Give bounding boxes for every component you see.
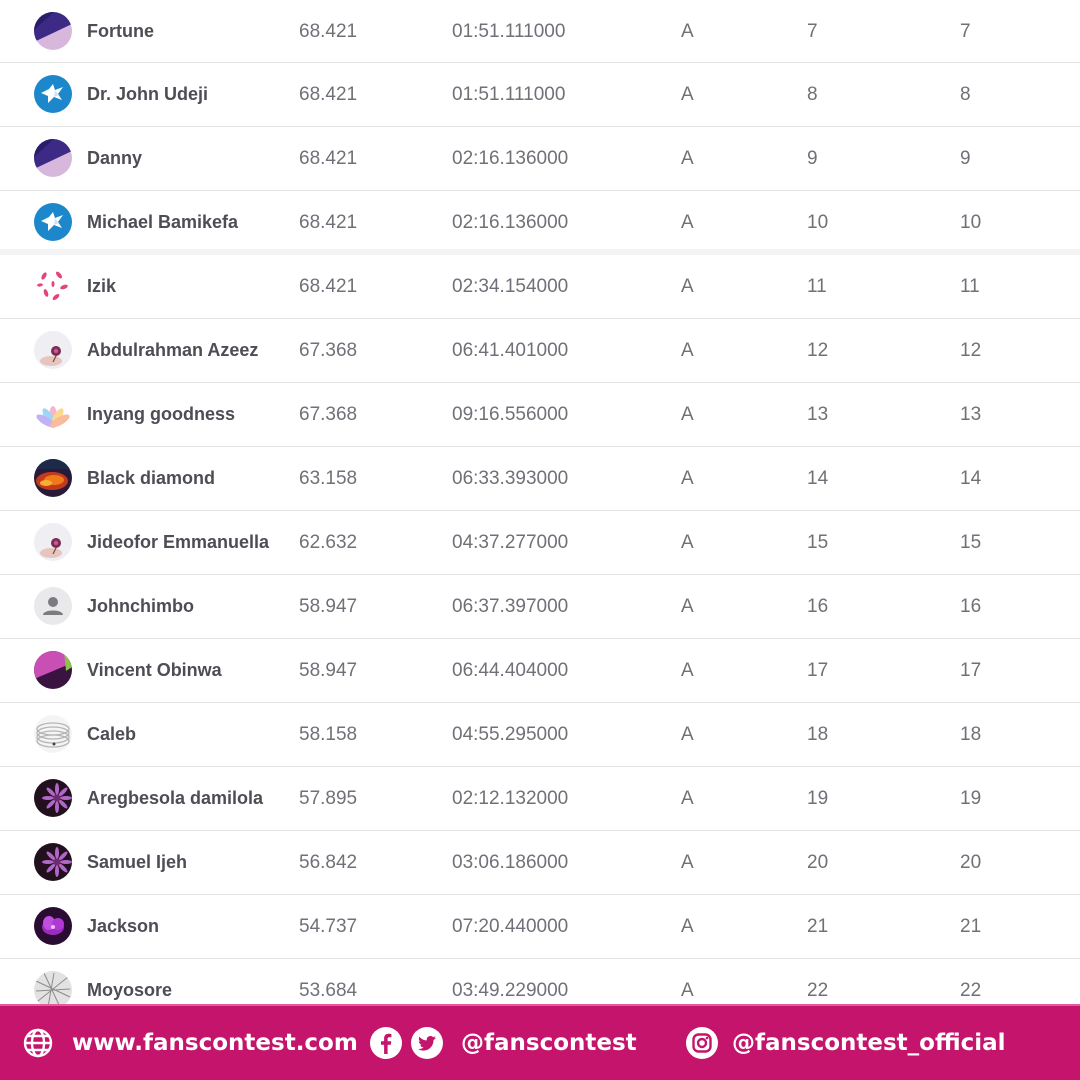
table-row[interactable]: [0, 127, 1080, 191]
score-cell: 57.895: [299, 788, 358, 809]
footer-bar: [0, 1004, 1080, 1080]
rank-cell: 20: [807, 852, 829, 873]
rank-cell: 17: [807, 660, 829, 681]
position-cell: 9: [960, 148, 971, 169]
group-cell: A: [681, 276, 694, 297]
contestant-name: Izik: [87, 276, 117, 296]
score-cell: 58.158: [299, 724, 358, 745]
magenta-green-avatar: [34, 651, 72, 689]
position-cell: 12: [960, 340, 982, 361]
table-row[interactable]: [0, 319, 1080, 383]
group-cell: A: [681, 404, 694, 425]
time-cell: 04:55.295000: [452, 724, 569, 745]
fire-avatar: [34, 459, 72, 497]
score-cell: 68.421: [299, 212, 358, 233]
rank-cell: 22: [807, 980, 829, 1001]
time-cell: 02:16.136000: [452, 212, 569, 233]
time-cell: 03:06.186000: [452, 852, 569, 873]
score-cell: 68.421: [299, 84, 358, 105]
time-cell: 04:37.277000: [452, 532, 569, 553]
table-row[interactable]: [0, 63, 1080, 127]
contestant-name: Inyang goodness: [87, 404, 236, 424]
position-cell: 13: [960, 404, 982, 425]
rank-cell: 15: [807, 532, 829, 553]
contestant-name: Johnchimbo: [87, 596, 194, 616]
time-cell: 02:34.154000: [452, 276, 569, 297]
time-cell: 01:51.111000: [452, 84, 566, 105]
group-cell: A: [681, 660, 694, 681]
contestant-name: Michael Bamikefa: [87, 212, 239, 232]
violet-flower-avatar: [34, 907, 72, 945]
group-cell: A: [681, 980, 694, 1001]
position-cell: 8: [960, 84, 971, 105]
group-cell: A: [681, 532, 694, 553]
score-cell: 68.421: [299, 148, 358, 169]
purple-daisy-avatar: [34, 843, 72, 881]
position-cell: 19: [960, 788, 982, 809]
contestant-name: Samuel Ijeh: [87, 852, 188, 872]
purple-diagonal-avatar: [34, 12, 72, 50]
score-cell: 62.632: [299, 532, 358, 553]
group-cell: A: [681, 916, 694, 937]
instagram-handle[interactable]: @fanscontest_official: [732, 1030, 1006, 1056]
time-cell: 07:20.440000: [452, 916, 569, 937]
score-cell: 63.158: [299, 468, 358, 489]
score-cell: 53.684: [299, 980, 358, 1001]
rank-cell: 10: [807, 212, 829, 233]
contestant-name: Fortune: [87, 21, 154, 41]
globe-icon: [22, 1027, 54, 1059]
website-link[interactable]: www.fanscontest.com: [72, 1030, 358, 1056]
rank-cell: 11: [807, 276, 827, 297]
blue-bird-avatar: [34, 203, 72, 241]
hand-flower-avatar: [34, 331, 72, 369]
group-cell: A: [681, 84, 694, 105]
rank-cell: 18: [807, 724, 829, 745]
table-row[interactable]: [0, 767, 1080, 831]
position-cell: 20: [960, 852, 982, 873]
table-row[interactable]: [0, 639, 1080, 703]
rank-cell: 21: [807, 916, 829, 937]
rank-cell: 8: [807, 84, 818, 105]
time-cell: 06:41.401000: [452, 340, 569, 361]
score-cell: 67.368: [299, 340, 358, 361]
score-cell: 56.842: [299, 852, 358, 873]
instagram-icon[interactable]: [686, 1027, 718, 1059]
position-cell: 22: [960, 980, 982, 1001]
table-row[interactable]: [0, 191, 1080, 255]
position-cell: 16: [960, 596, 982, 617]
contestant-name: Jackson: [87, 916, 160, 936]
blue-bird-avatar: [34, 75, 72, 113]
contestant-name: Moyosore: [87, 980, 173, 1000]
group-cell: A: [681, 788, 694, 809]
pink-petals-avatar: [34, 267, 72, 305]
table-row[interactable]: [0, 255, 1080, 319]
table-row[interactable]: [0, 383, 1080, 447]
spiral-avatar: [34, 715, 72, 753]
table-row[interactable]: [0, 575, 1080, 639]
table-row[interactable]: [0, 703, 1080, 767]
contestant-name: Vincent Obinwa: [87, 660, 222, 680]
facebook-icon[interactable]: [370, 1027, 402, 1059]
contestant-name: Aregbesola damilola: [87, 788, 264, 808]
group-cell: A: [681, 724, 694, 745]
default-user-avatar: [34, 587, 72, 625]
contestant-name: Black diamond: [87, 468, 216, 488]
contestant-name: Caleb: [87, 724, 137, 744]
score-cell: 54.737: [299, 916, 358, 937]
score-cell: 67.368: [299, 404, 358, 425]
rank-cell: 12: [807, 340, 829, 361]
time-cell: 02:12.132000: [452, 788, 569, 809]
time-cell: 06:33.393000: [452, 468, 569, 489]
time-cell: 09:16.556000: [452, 404, 569, 425]
table-row[interactable]: [0, 895, 1080, 959]
time-cell: 02:16.136000: [452, 148, 569, 169]
group-cell: A: [681, 212, 694, 233]
score-cell: 68.421: [299, 276, 358, 297]
contestant-name: Danny: [87, 148, 143, 168]
score-cell: 58.947: [299, 596, 358, 617]
table-row[interactable]: [0, 831, 1080, 895]
contestant-name: Dr. John Udeji: [87, 84, 209, 104]
purple-diagonal-avatar: [34, 139, 72, 177]
rank-cell: 14: [807, 468, 829, 489]
time-cell: 06:37.397000: [452, 596, 569, 617]
time-cell: 06:44.404000: [452, 660, 569, 681]
position-cell: 11: [960, 276, 980, 297]
contestant-name: Abdulrahman Azeez: [87, 340, 259, 360]
rank-cell: 7: [807, 21, 818, 42]
position-cell: 15: [960, 532, 982, 553]
time-cell: 01:51.111000: [452, 21, 566, 42]
group-cell: A: [681, 468, 694, 489]
group-cell: A: [681, 340, 694, 361]
position-cell: 18: [960, 724, 982, 745]
social-handle[interactable]: @fanscontest: [461, 1030, 637, 1056]
group-cell: A: [681, 852, 694, 873]
position-cell: 17: [960, 660, 982, 681]
position-cell: 7: [960, 21, 971, 42]
table-row[interactable]: [0, 511, 1080, 575]
rank-cell: 13: [807, 404, 829, 425]
group-cell: A: [681, 21, 694, 42]
group-cell: A: [681, 148, 694, 169]
score-cell: 68.421: [299, 21, 358, 42]
rank-cell: 16: [807, 596, 829, 617]
group-cell: A: [681, 596, 694, 617]
score-cell: 58.947: [299, 660, 358, 681]
contestant-name: Jideofor Emmanuella: [87, 532, 270, 552]
position-cell: 21: [960, 916, 982, 937]
time-cell: 03:49.229000: [452, 980, 569, 1001]
rank-cell: 9: [807, 148, 818, 169]
rank-cell: 19: [807, 788, 829, 809]
rainbow-lotus-avatar: [34, 395, 72, 433]
purple-daisy-avatar: [34, 779, 72, 817]
table-row[interactable]: [0, 0, 1080, 63]
position-cell: 10: [960, 212, 982, 233]
twitter-icon[interactable]: [411, 1027, 443, 1059]
table-row[interactable]: [0, 447, 1080, 511]
hand-flower-avatar: [34, 523, 72, 561]
position-cell: 14: [960, 468, 982, 489]
